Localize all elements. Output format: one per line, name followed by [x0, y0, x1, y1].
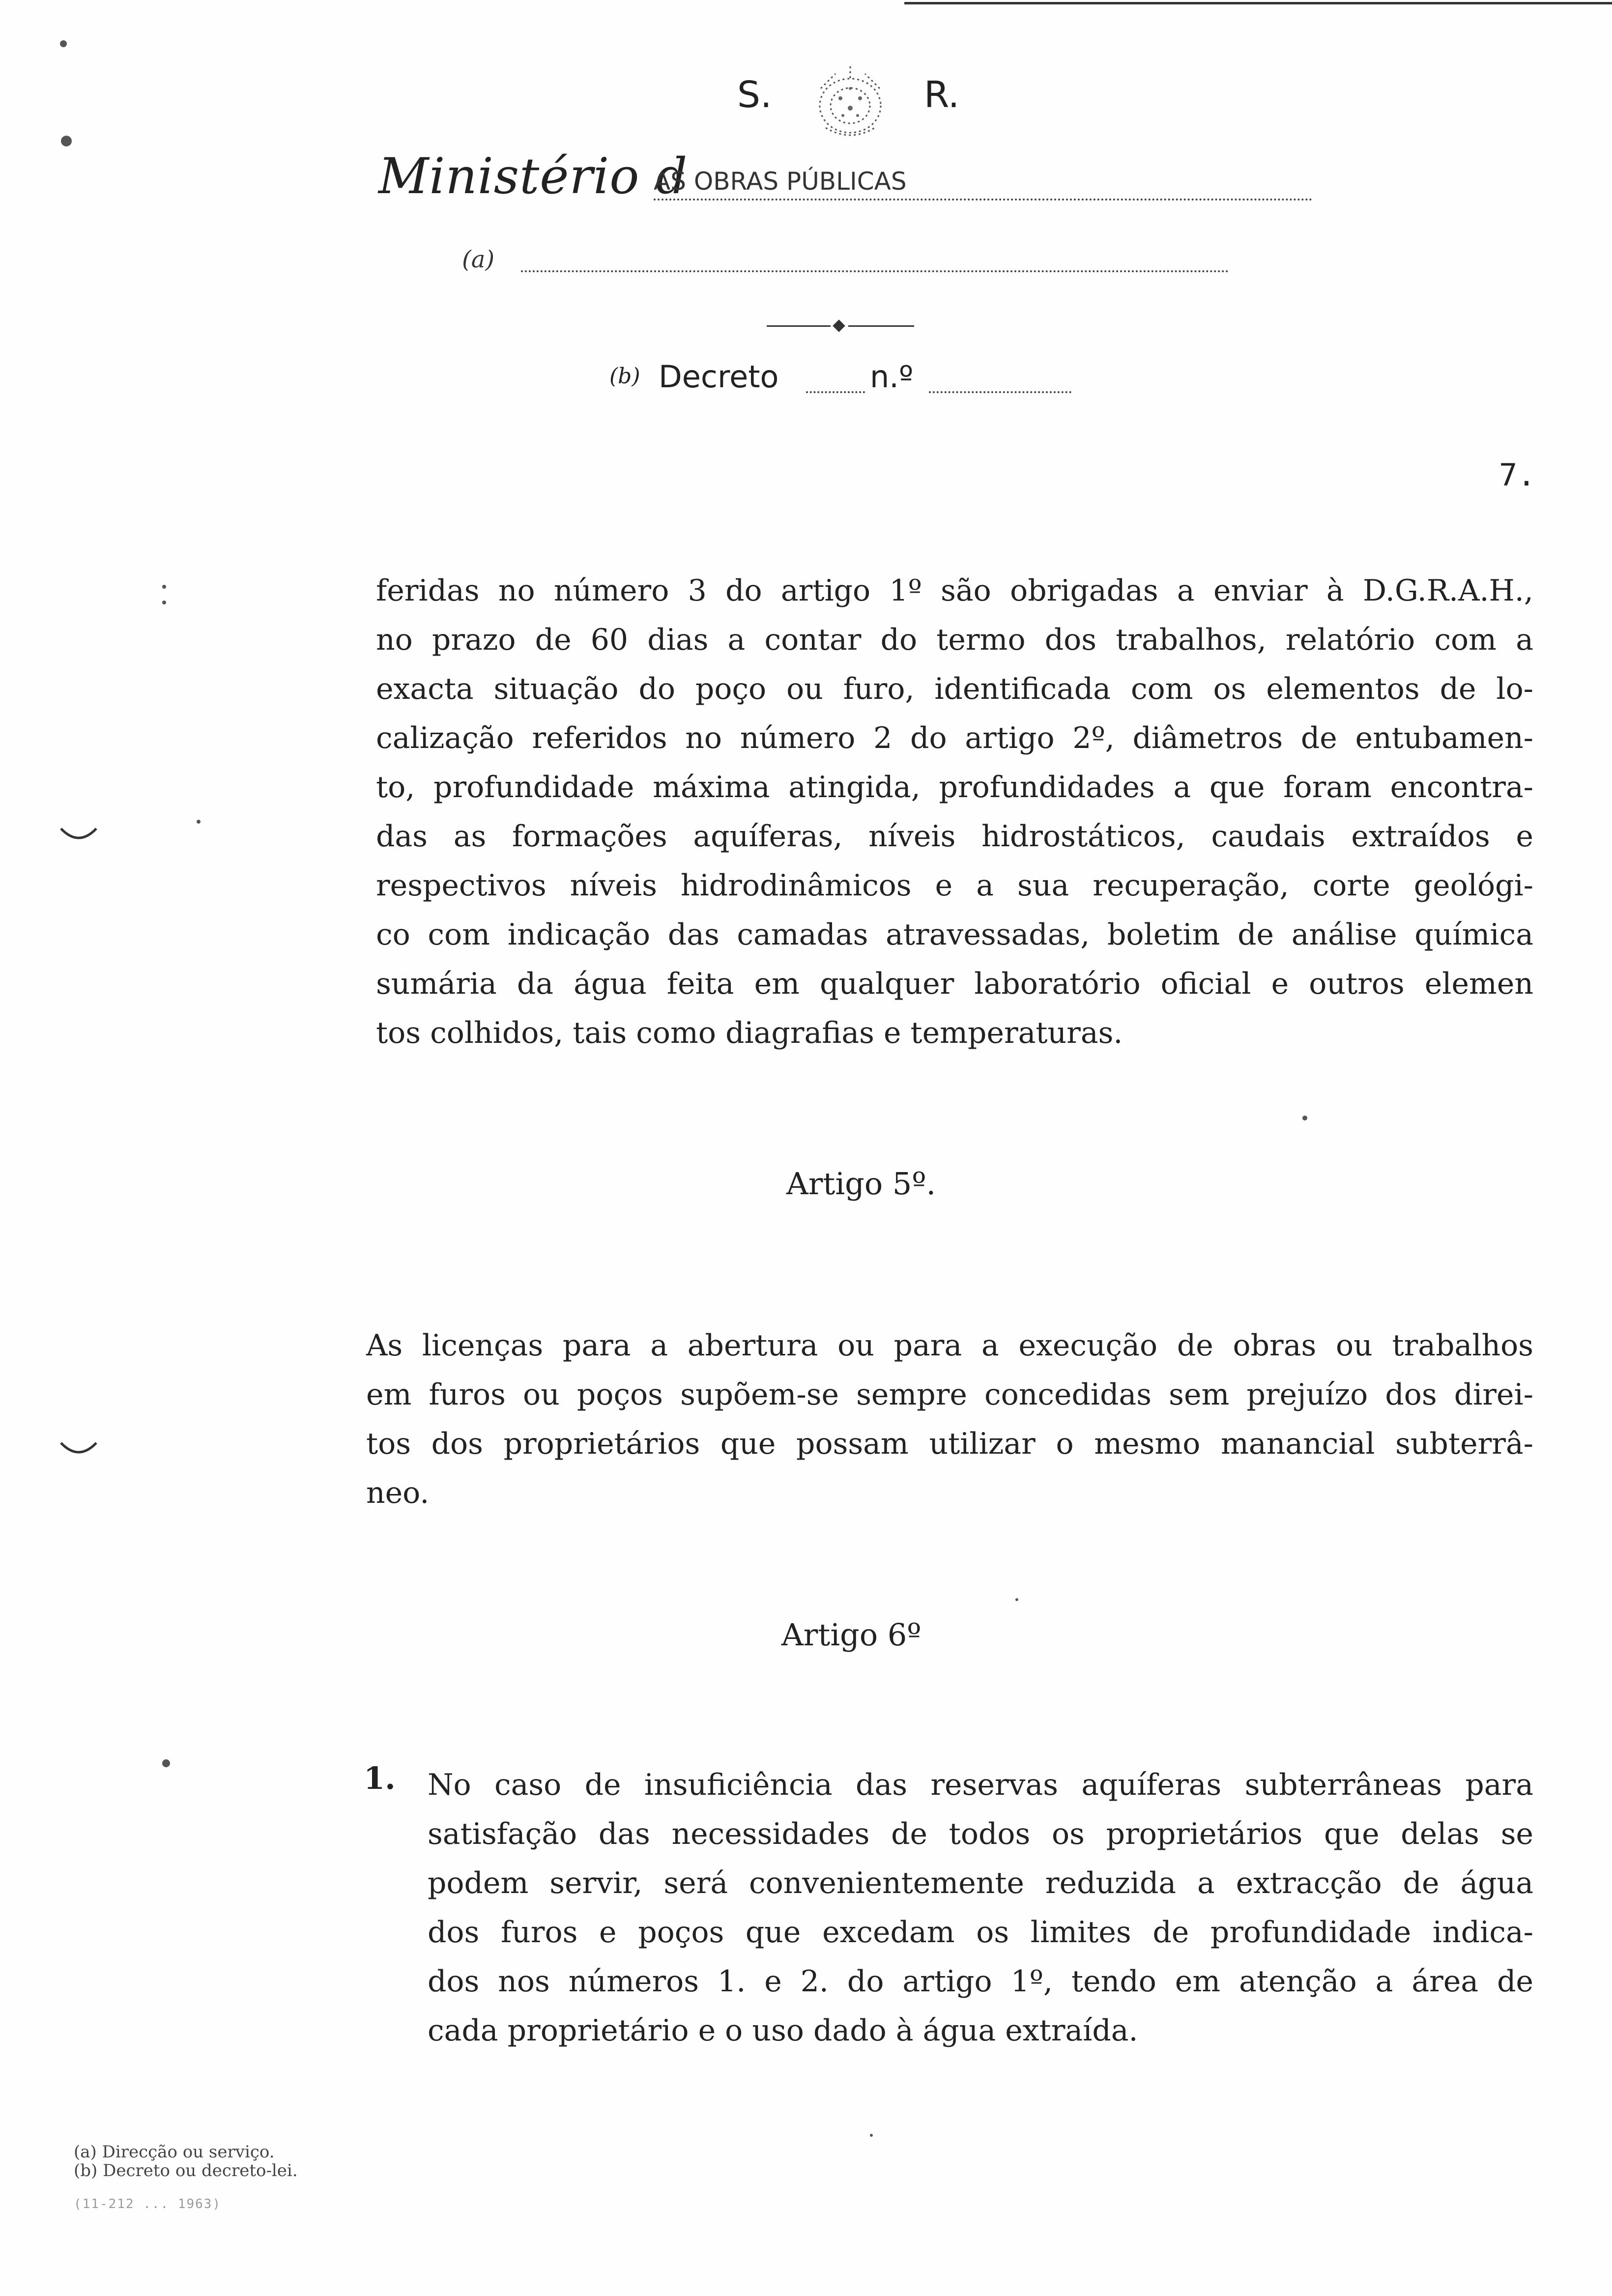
article-6-paragraph [428, 1760, 1533, 2055]
text-line: calização referidos no número 2 do artigo 2º, diâmetros de entubamen- [376, 721, 1533, 755]
scan-speck [1302, 1116, 1307, 1120]
text-line: no prazo de 60 dias a contar do termo dos trabalhos, relatório com a [376, 623, 1533, 657]
article-6-heading: Artigo 6º [781, 1617, 921, 1653]
text-line: tos dos proprietários que possam utilizar o mesmo manancial subterrâ- [366, 1427, 1533, 1461]
text-line: to, profundidade máxima atingida, profundidades a que foram encontra- [376, 770, 1533, 804]
text-line: co com indicação das camadas atravessadas, boletim de análise química [376, 918, 1533, 952]
ornament-diamond-icon [833, 319, 845, 332]
printer-code: (11-212 ... 1963) [74, 2197, 222, 2211]
text-line: sumária da água feita em qualquer laboratório oficial e outros elemen [376, 967, 1533, 1001]
decree-dotted-line [806, 391, 865, 393]
decree-number-label: n.º [870, 359, 914, 395]
text-line: exacta situação do poço ou furo, identificada com os elementos de lo- [376, 672, 1533, 706]
scan-speck [162, 601, 166, 604]
letterhead-sr [727, 59, 983, 147]
scan-speck [870, 2134, 873, 2137]
text-line: cada proprietário e o uso dado à água extraída. [428, 2013, 1138, 2048]
ministry-script-label: Ministério d [378, 147, 688, 205]
direction-mark: (a) [462, 246, 495, 273]
article-6-item-number: 1. [364, 1760, 396, 1796]
text-line: respectivos níveis hidrodinâmicos e a sua recuperação, corte geológi- [376, 868, 1533, 903]
coat-of-arms-seal-icon [806, 59, 894, 143]
scan-speck [60, 40, 67, 47]
text-line: neo. [366, 1476, 430, 1510]
footnote: (a) Direcção ou serviço. [74, 2142, 275, 2162]
text-line: dos furos e poços que excedam os limites de profundidade indica- [428, 1915, 1533, 1950]
footnotes [74, 2143, 516, 2180]
text-line: tos colhidos, tais como diagrafias e temperaturas. [376, 1016, 1123, 1050]
letterhead-right-letter: R. [924, 74, 960, 116]
text-line: em furos ou poços supõem-se sempre concedidas sem prejuízo dos direi- [366, 1378, 1533, 1412]
top-edge-rule [904, 2, 1612, 4]
page-number: 7. [1499, 457, 1536, 493]
ornament-bar-left [767, 325, 831, 327]
text-line: podem servir, será convenientemente reduzida a extracção de água [428, 1866, 1533, 1900]
scan-speck [162, 585, 166, 589]
decree-number-dotted-line [929, 391, 1071, 393]
ornament-bar-right [848, 325, 914, 327]
text-line: das as formações aquíferas, níveis hidrostáticos, caudais extraídos e [376, 819, 1533, 854]
text-line: No caso de insuficiência das reservas aquíferas subterrâneas para [428, 1768, 1533, 1802]
scan-speck [1015, 1598, 1018, 1601]
text-line: dos nos números 1. e 2. do artigo 1º, tendo em atenção a área de [428, 1964, 1533, 1999]
scan-speck [162, 1759, 170, 1767]
ministry-line [378, 147, 1312, 206]
article-5-paragraph [366, 1321, 1533, 1518]
text-line: As licenças para a abertura ou para a execução de obras ou trabalhos [366, 1328, 1533, 1363]
decree-label: Decreto [659, 359, 779, 395]
binder-hole-mark [59, 826, 98, 845]
decree-mark: (b) [609, 364, 640, 389]
text-line: satisfação das necessidades de todos os proprietários que delas se [428, 1817, 1533, 1851]
paragraph-continuation [376, 566, 1533, 1058]
footnote: (b) Decreto ou decreto-lei. [74, 2161, 298, 2181]
direction-dotted-line [521, 270, 1229, 272]
letterhead-left-letter: S. [737, 74, 772, 116]
decree-line [609, 359, 1071, 403]
text-line: feridas no número 3 do artigo 1º são obrigadas a enviar à D.G.R.A.H., [376, 574, 1533, 608]
article-5-heading: Artigo 5º. [786, 1166, 936, 1202]
binder-hole-mark [59, 1440, 98, 1460]
ministry-name: AS OBRAS PÚBLICAS [654, 167, 907, 196]
scan-speck [61, 136, 72, 146]
scan-speck [197, 820, 201, 824]
direction-line [462, 246, 1229, 280]
ministry-dotted-line [654, 199, 1312, 201]
divider-ornament [767, 320, 914, 332]
